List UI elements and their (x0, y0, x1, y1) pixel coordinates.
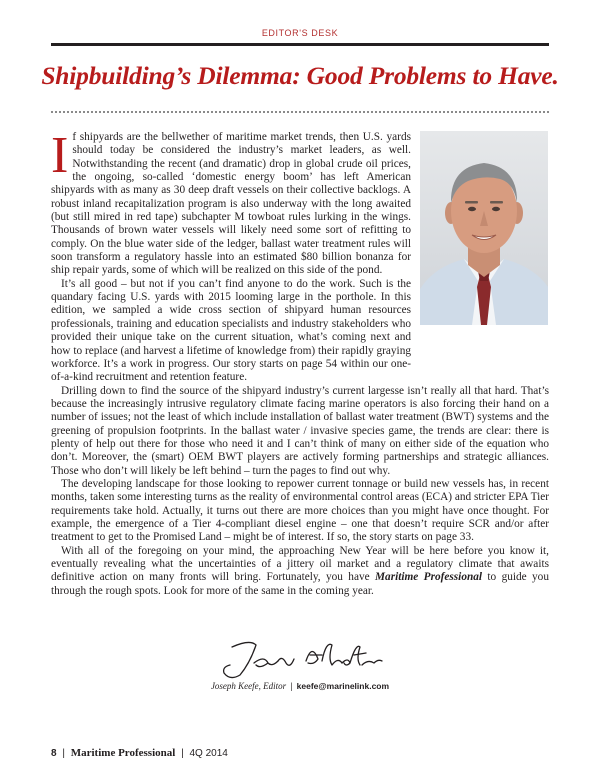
paragraph-4: The developing landscape for those looking to repower current tonnage or build new vessels has, in recent months, taken some interesting turns as the reality of environmental control areas (ECA) and stricter EPA Tier requirements take hold. Actually, it turns out there are more choices than you might have once thought. For example, the emergence of a Tier 4-compliant diesel engine – one that doesn’t require SCR and/or after treatment to get to the Promised Land – might be of interest. If so, the story starts on page 33. (51, 477, 549, 544)
handwritten-signature (210, 633, 390, 683)
signature-separator: | (290, 681, 293, 691)
signature-line (0, 681, 600, 691)
magazine-name: Maritime Professional (70, 747, 176, 759)
paragraph-5-end: to guide you through the rough spots. Look for more of the same in the coming year. (51, 571, 549, 597)
paragraph-2: It’s all good – but not if you can’t find anyone to do the work. Such is the quandary facing U.S. yards with 2015 looming large in the porthole. In this edition, we sampled a wide cross section of shipyard human resources professionals, training and education specialists and industry stakeholders who provided their unique take on the current situation, what’s coming next and how to replace (and harvest a lifetime of knowledge from) their rapidly graying workforce. It’s a work in progress. Our story starts on page 54 within our one-of-a-kind recruitment and retention feature. (51, 277, 411, 384)
paragraph-1 (51, 127, 411, 278)
publication-name: Maritime Professional (375, 571, 483, 584)
paragraph-1-text: f shipyards are the bellwether of maritime market trends, then U.S. yards should today be considered the industry’s market leaders, as well. Notwithstanding the recent (and dramatic) drop in global crude oil prices, the ongoing, so-called ‘domestic energy boom’ has left American shipyards with as many as 30 deep draft vessels on their collective backlogs. A robust inland recapitalization program is also underway with the long awaited (but still mired in red tape) subchapter M towboat rules lurking in the wings. Thousands of brown water vessels will likely need some sort of refitting to comply. On the blue water side of the ledger, ballast water treatment rules will soon transform a regulatory hassle into an estimated $80 billion bonanza for ship repair yards, some of which will be realized on this side of the pond. (51, 131, 411, 277)
footer-separator-1: | (62, 748, 65, 759)
signature-icon (210, 633, 390, 683)
article-body (51, 127, 549, 598)
headline: Shipbuilding’s Dilemma: Good Problems to Have. (41, 61, 559, 90)
editor-name: Joseph Keefe, Editor (210, 681, 287, 691)
section-label: EDITOR'S DESK (261, 28, 339, 38)
issue-date: 4Q 2014 (189, 748, 228, 759)
page-footer (51, 747, 228, 759)
paragraph-5 (51, 545, 549, 598)
top-rule (51, 43, 549, 46)
dotted-divider (51, 111, 549, 113)
footer-separator-2: | (181, 748, 184, 759)
paragraph-5-start: With all of the foregoing on your mind, the approaching New Year will be here before you know it, eventually revealing what the uncertainties of a jittery oil market and a regulatory climate that awaits definitive action on many fronts will bring. Fortunately, you have (51, 544, 549, 584)
paragraph-3: Drilling down to find the source of the shipyard industry’s current largesse isn’t really all that hard. That’s because the increasingly intrusive regulatory climate facing marine operators is also forcing their hand on a number of issues; not the least of which include installation of ballast water treatment (BWT) systems and the greening of propulsion footprints. In the ballast water / invasive species game, the trends are clear: there is plenty of help out there for those who need it and I can’t think of many on either side of the equation who don’t. Moreover, the (smart) OEM BWT players are actively forming partnerships and strategic alliances. Those who don’t will likely be left behind – turn the pages to find out why. (51, 384, 549, 477)
page-number: 8 (51, 748, 57, 759)
editor-email[interactable]: keefe@marinelink.com (296, 681, 390, 691)
drop-cap: I (51, 127, 69, 184)
